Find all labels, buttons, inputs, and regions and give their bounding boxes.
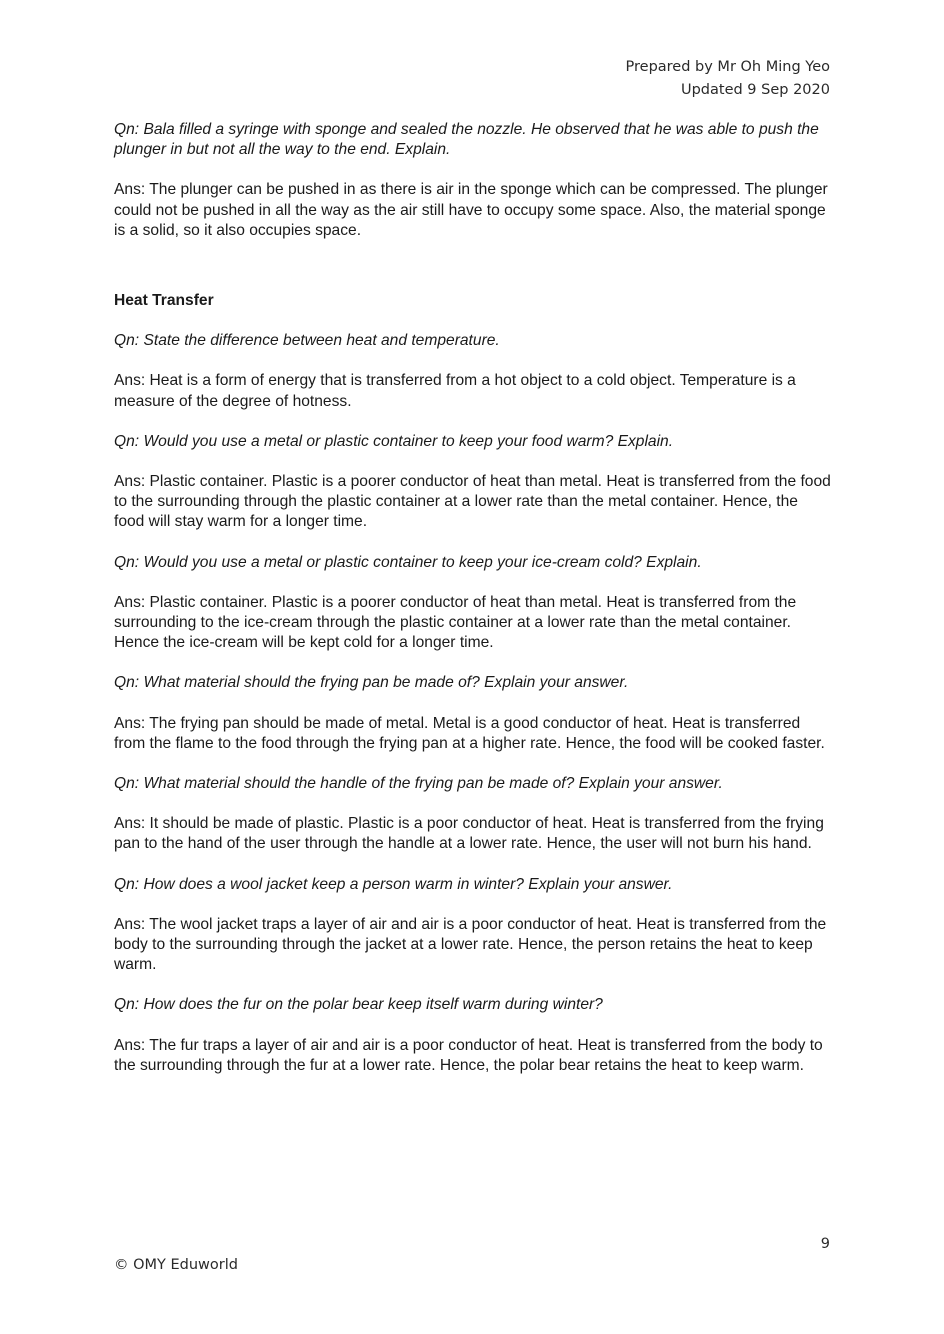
answer: Ans: The plunger can be pushed in as there is air in the sponge which can be compressed. The plunger could not be pushed in all the way as the air still have to occupy some space. Also, the material sponge is a solid, so it also occupies space. xyxy=(114,181,828,239)
page-number: 9 xyxy=(820,1236,830,1252)
prepared-by: Prepared by Mr Oh Ming Yeo xyxy=(625,59,830,75)
answer: Ans: The frying pan should be made of metal. Metal is a good conductor of heat. Heat is transferred from the flame to the food through the frying pan at a higher rate. Hence, the food will be cooked faster. xyxy=(114,714,825,752)
footer-copyright: © OMY Eduworld xyxy=(114,1257,238,1273)
question: Qn: State the difference between heat and temperature. xyxy=(114,332,500,350)
question: Qn: What material should the frying pan be made of? Explain your answer. xyxy=(114,674,629,692)
answer: Ans: The wool jacket traps a layer of air and air is a poor conductor of heat. Heat is transferred from the body to the surrounding through the jacket at a lower rate. Hence, the person retains the heat to keep warm. xyxy=(114,915,827,974)
question: Qn: Would you use a metal or plastic container to keep your food warm? Explain. xyxy=(114,432,674,450)
answer: Ans: Plastic container. Plastic is a poorer conductor of heat than metal. Heat is transferred from the surrounding to the ice-cream through the plastic container at a lower rate than the metal container. Hence the ice-cream will be kept cold for a longer time. xyxy=(114,593,797,652)
answer: Ans: It should be made of plastic. Plastic is a poor conductor of heat. Heat is transferred from the frying pan to the hand of the user through the handle at a lower rate. Hence, the user will not burn his hand. xyxy=(114,815,824,853)
answer: Ans: Plastic container. Plastic is a poorer conductor of heat than metal. Heat is transferred from the food to the surrounding through the plastic container at a lower rate than the metal container. Hence, the food will stay warm for a longer time. xyxy=(114,473,831,531)
answer: Ans: Heat is a form of energy that is transferred from a hot object to a cold object. Temperature is a measure of the degree of hotness. xyxy=(114,372,796,410)
document-body xyxy=(114,120,832,1096)
question: Qn: Bala filled a syringe with sponge and sealed the nozzle. He observed that he was able to push the plunger in but not all the way to the end. Explain. xyxy=(114,121,819,159)
question: Qn: How does a wool jacket keep a person warm in winter? Explain your answer. xyxy=(114,875,673,893)
question: Qn: Would you use a metal or plastic container to keep your ice-cream cold? Explain. xyxy=(114,553,702,571)
question: Qn: How does the fur on the polar bear keep itself warm during winter? xyxy=(114,996,603,1014)
question: Qn: What material should the handle of the frying pan be made of? Explain your answer. xyxy=(114,775,723,793)
section-spacer xyxy=(114,261,832,291)
answer: Ans: The fur traps a layer of air and air is a poor conductor of heat. Heat is transferred from the body to the surrounding through the fur at a lower rate. Hence, the polar bear retains the heat to keep warm. xyxy=(114,1036,823,1074)
page-header xyxy=(626,56,830,102)
updated-date: Updated 9 Sep 2020 xyxy=(680,82,830,98)
section-title: Heat Transfer xyxy=(114,292,214,310)
